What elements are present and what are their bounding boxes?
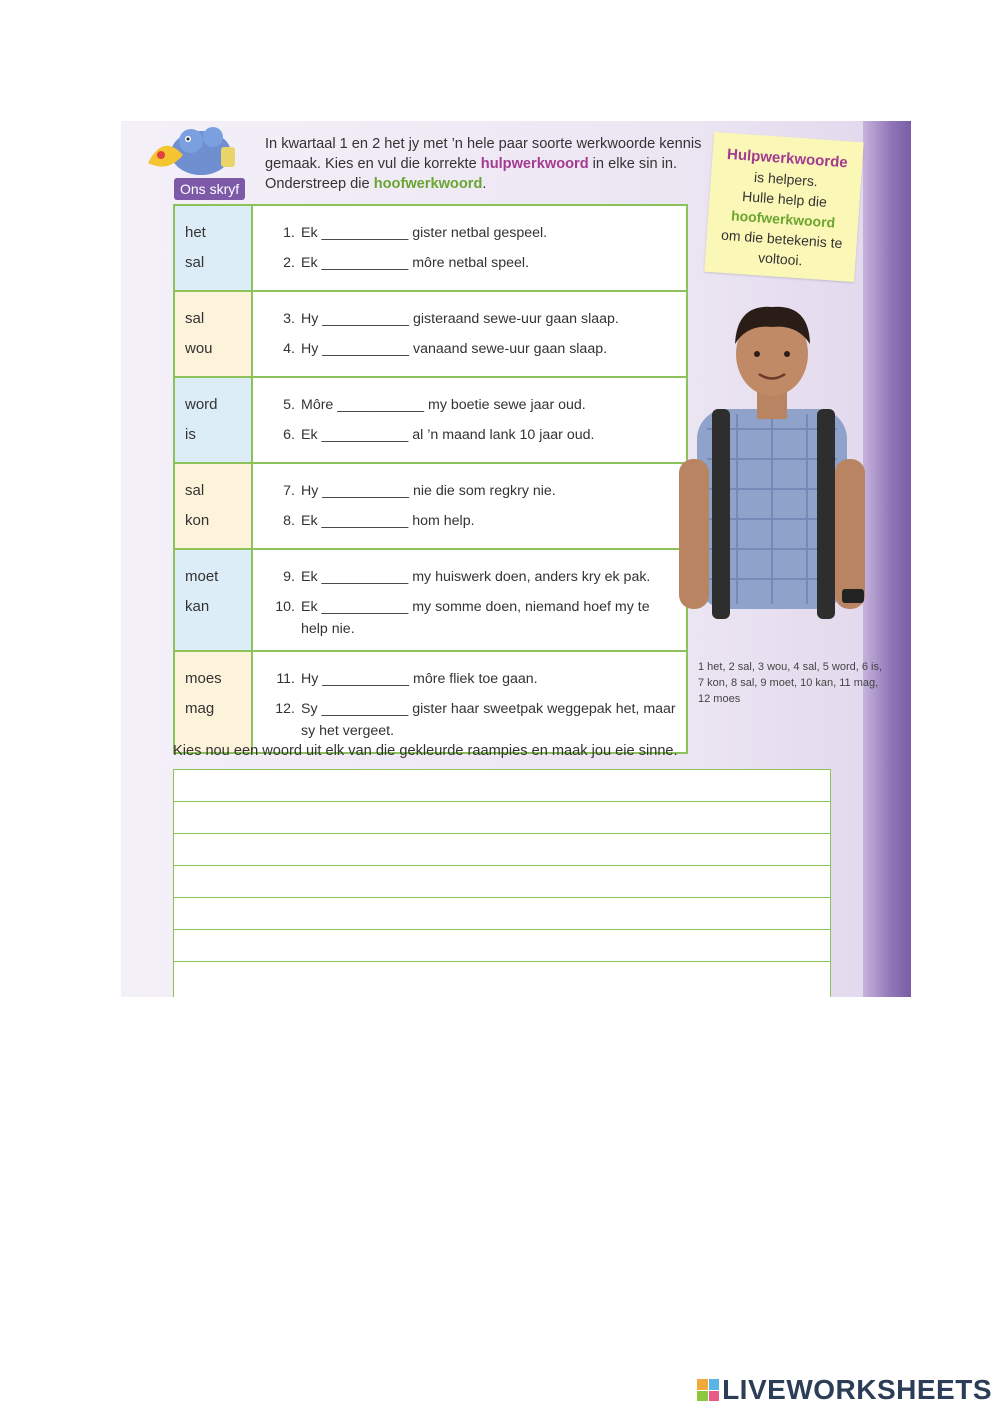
item-number: 8. — [283, 513, 295, 529]
sentence-list — [253, 378, 688, 462]
word-option: moet — [185, 568, 219, 585]
item-number: 11. — [276, 671, 295, 687]
item-text: Ek ___________ my somme doen, niemand hoef my te help nie. — [301, 599, 650, 637]
worksheet-page — [121, 121, 911, 997]
item-text: Sy ___________ gister haar sweetpak weggepak het, maar sy het vergeet. — [301, 701, 676, 739]
note-line: is helpers. — [753, 168, 819, 190]
sentence-item[interactable] — [273, 592, 686, 650]
writing-line[interactable] — [174, 930, 830, 962]
item-text: Ek ___________ gister netbal gespeel. — [301, 225, 548, 241]
word-option: sal — [185, 482, 205, 499]
word-option: sal — [185, 310, 205, 327]
sentence-item[interactable] — [273, 420, 686, 462]
word-options — [173, 206, 253, 290]
mascot-illustration — [143, 123, 243, 179]
writing-line[interactable] — [174, 898, 830, 930]
exercise-group — [173, 462, 688, 548]
sentence-item[interactable] — [273, 304, 686, 334]
word-option: is — [185, 426, 196, 443]
sentence-item[interactable] — [273, 334, 686, 376]
item-text: Môre ___________ my boetie sewe jaar oud. — [301, 397, 586, 413]
sentence-list — [253, 292, 688, 376]
item-text: Ek ___________ al ’n maand lank 10 jaar oud. — [301, 427, 595, 443]
item-text: Hy ___________ nie die som regkry nie. — [301, 483, 556, 499]
note-line: Hulle help die — [741, 188, 828, 210]
exercise-group — [173, 650, 688, 754]
writing-prompt: Kies nou een woord uit elk van die gekleurde raampies en maak jou eie sinne. — [173, 743, 678, 759]
sentence-item[interactable] — [273, 664, 686, 694]
note-line: om die betekenis te voltooi. — [720, 226, 843, 269]
sentence-item[interactable] — [273, 476, 686, 506]
word-options — [173, 292, 253, 376]
item-number: 10. — [275, 599, 295, 615]
exercise-group — [173, 290, 688, 376]
intro-text-2: in elke sin in. Onderstreep die — [265, 156, 678, 192]
sentence-list — [253, 464, 688, 548]
word-options — [173, 550, 253, 650]
writing-line[interactable] — [174, 866, 830, 898]
intro-text-1: In kwartaal 1 en 2 het jy met ’n hele paar soorte werkwoorde kennis gemaak. Kies en vul die korrekte — [265, 136, 702, 172]
writing-line[interactable] — [174, 962, 830, 994]
sentence-item[interactable] — [273, 562, 686, 592]
item-number: 7. — [283, 483, 295, 499]
word-option: moes — [185, 670, 222, 687]
sentence-item[interactable] — [273, 506, 686, 548]
word-option: kon — [185, 512, 210, 529]
item-number: 12. — [275, 701, 295, 717]
writing-lines[interactable] — [173, 769, 831, 997]
item-text: Ek ___________ my huiswerk doen, anders kry ek pak. — [301, 569, 651, 585]
item-text: Hy ___________ gisteraand sewe-uur gaan slaap. — [301, 311, 619, 327]
item-text: Hy ___________ môre fliek toe gaan. — [301, 671, 538, 687]
sentence-item[interactable] — [273, 248, 686, 290]
word-options — [173, 378, 253, 462]
exercise-group — [173, 548, 688, 650]
student-photo — [677, 299, 867, 661]
item-text: Ek ___________ hom help. — [301, 513, 475, 529]
writing-line[interactable] — [174, 770, 830, 802]
item-number: 5. — [283, 397, 295, 413]
item-number: 9. — [283, 569, 295, 585]
item-number: 2. — [283, 255, 295, 271]
intro-text-3: . — [482, 176, 487, 192]
hoofwerkwoord-term: hoofwerkwoord — [373, 176, 483, 192]
note-highlight: hoofwerkwoord — [730, 207, 836, 231]
sentence-list — [253, 550, 688, 650]
ons-skryf-badge: Ons skryf — [174, 178, 245, 200]
exercise-group — [173, 376, 688, 462]
writing-line[interactable] — [174, 834, 830, 866]
item-number: 3. — [283, 311, 295, 327]
item-number: 1. — [283, 225, 295, 241]
word-option: kan — [185, 598, 210, 615]
brand-name: LIVEWORKSHEETS — [722, 1374, 992, 1405]
sentence-list — [253, 206, 688, 290]
sentence-list — [253, 652, 688, 752]
word-options — [173, 652, 253, 752]
note-title: Hulpwerkwoorde — [726, 145, 849, 172]
sentence-item[interactable] — [273, 218, 686, 248]
exercise-table — [173, 204, 688, 754]
page-edge-stripe — [863, 121, 911, 997]
item-text: Ek ___________ môre netbal speel. — [301, 255, 529, 271]
word-option: mag — [185, 700, 215, 717]
liveworksheets-brand — [697, 1374, 992, 1406]
hulpwerkwoord-term: hulpwerkwoord — [480, 156, 589, 172]
word-option: het — [185, 224, 206, 241]
sticky-note — [704, 132, 863, 282]
word-option: wou — [185, 340, 213, 357]
word-option: sal — [185, 254, 205, 271]
instructions — [265, 134, 710, 194]
word-options — [173, 464, 253, 548]
writing-line[interactable] — [174, 802, 830, 834]
exercise-group — [173, 204, 688, 290]
sentence-item[interactable] — [273, 390, 686, 420]
item-number: 6. — [283, 427, 295, 443]
item-number: 4. — [283, 341, 295, 357]
word-option: word — [185, 396, 218, 413]
liveworksheets-logo-icon — [697, 1379, 719, 1401]
item-text: Hy ___________ vanaand sewe-uur gaan slaap. — [301, 341, 608, 357]
answer-key: 1 het, 2 sal, 3 wou, 4 sal, 5 word, 6 is, 7 kon, 8 sal, 9 moet, 10 kan, 11 mag, 12 moes — [698, 661, 883, 705]
